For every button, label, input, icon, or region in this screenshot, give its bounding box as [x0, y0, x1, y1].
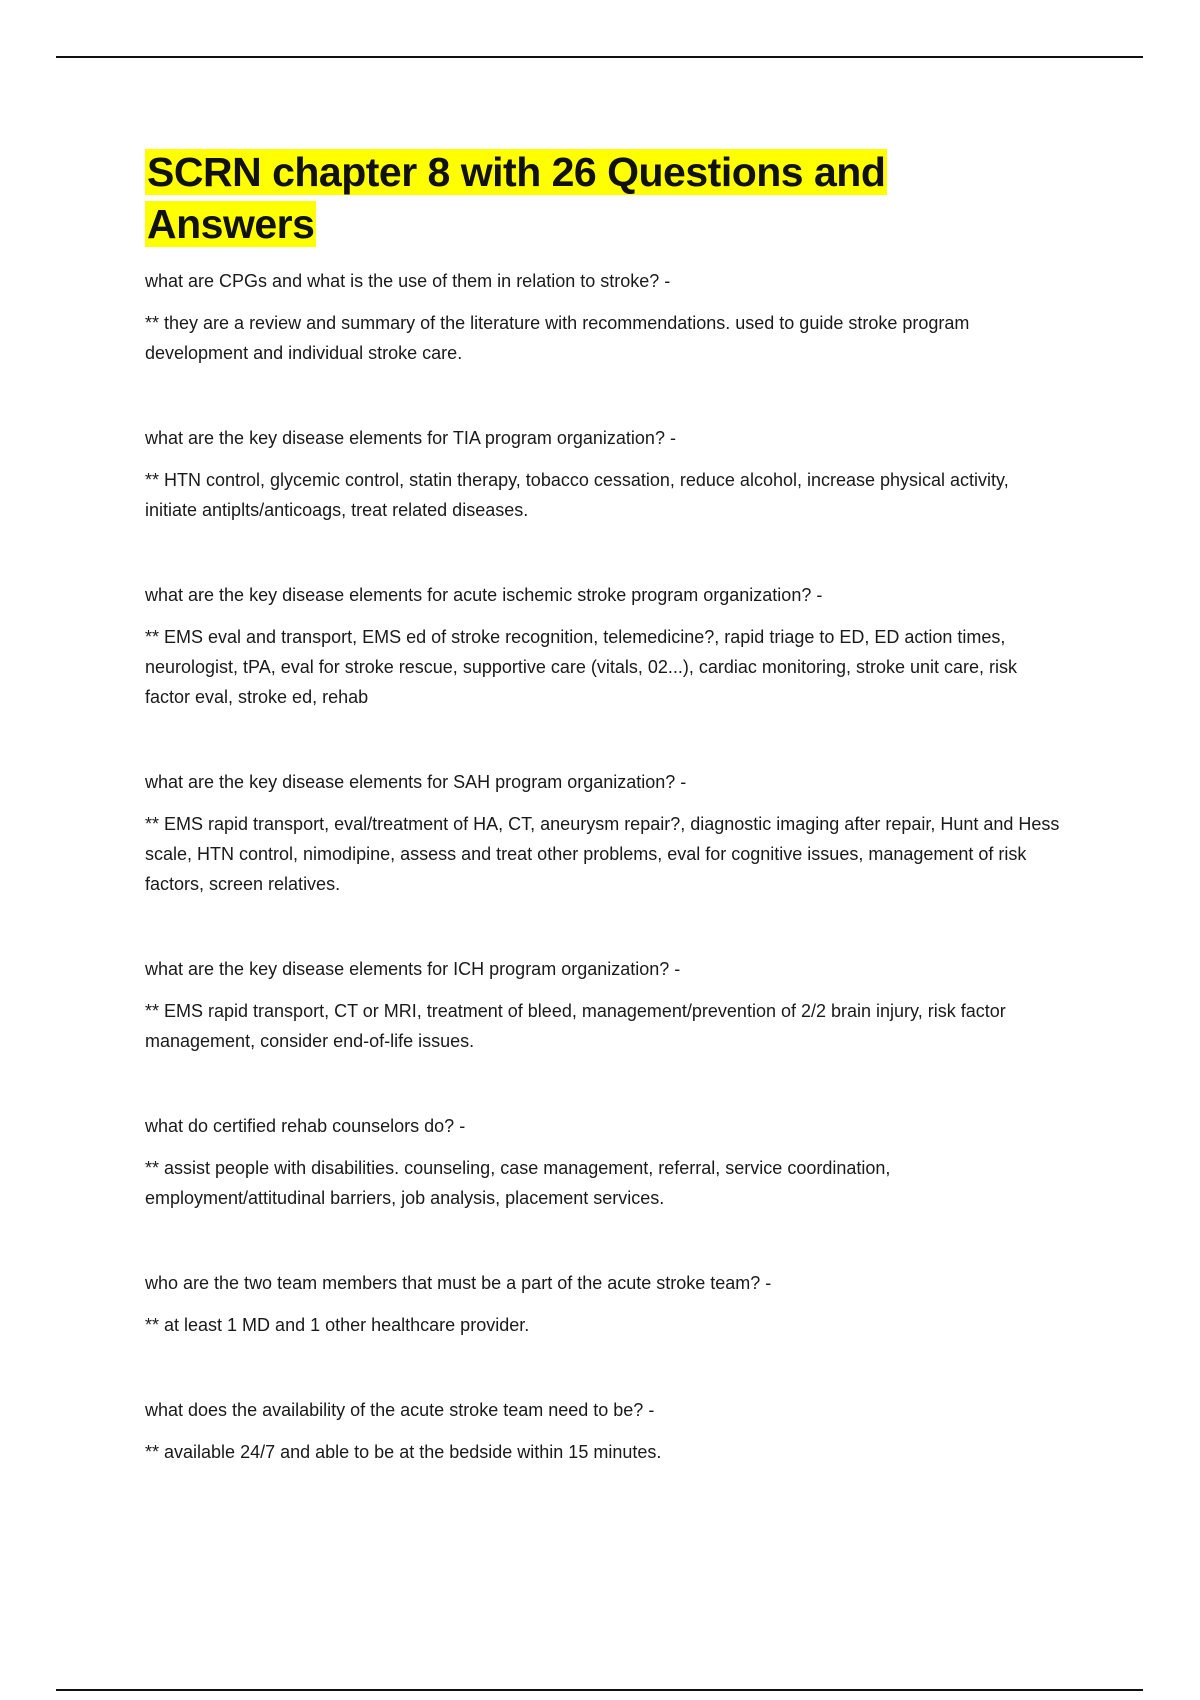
- qa-item: [145, 266, 1060, 368]
- answer-text: ** EMS rapid transport, CT or MRI, treatment of bleed, management/prevention of 2/2 brain injury, risk factor management, consider end-of-life issues.: [145, 1001, 1006, 1051]
- question-text: who are the two team members that must be a part of the acute stroke team? -: [145, 1273, 772, 1293]
- answer-text: ** HTN control, glycemic control, statin therapy, tobacco cessation, reduce alcohol, increase physical activity, initiate antiplts/anticoags, treat related diseases.: [145, 470, 1009, 520]
- answer-text: ** at least 1 MD and 1 other healthcare provider.: [145, 1315, 530, 1335]
- document-title: [145, 146, 1060, 250]
- document-body: [145, 146, 1060, 1522]
- question-text: what are the key disease elements for TIA program organization? -: [145, 428, 676, 448]
- title-highlight: SCRN chapter 8 with 26 Questions and Answers: [147, 149, 886, 247]
- answer-text: ** available 24/7 and able to be at the bedside within 15 minutes.: [145, 1442, 662, 1462]
- qa-item: [145, 1268, 1060, 1340]
- question-text: what are the key disease elements for acute ischemic stroke program organization? -: [145, 585, 823, 605]
- page-top-rule: [56, 56, 1143, 58]
- answer-text: ** EMS rapid transport, eval/treatment of HA, CT, aneurysm repair?, diagnostic imaging after repair, Hunt and Hess scale, HTN control, nimodipine, assess and treat other problems, eval for cognitive issues, management of risk factors, screen relatives.: [145, 814, 1060, 894]
- question-text: what are CPGs and what is the use of them in relation to stroke? -: [145, 271, 671, 291]
- qa-item: [145, 1111, 1060, 1213]
- qa-item: [145, 954, 1060, 1056]
- qa-item: [145, 423, 1060, 525]
- question-text: what are the key disease elements for SAH program organization? -: [145, 772, 687, 792]
- page-bottom-rule: [56, 1689, 1143, 1691]
- question-text: what does the availability of the acute stroke team need to be? -: [145, 1400, 655, 1420]
- question-text: what do certified rehab counselors do? -: [145, 1116, 466, 1136]
- answer-text: ** EMS eval and transport, EMS ed of stroke recognition, telemedicine?, rapid triage to ED, ED action times, neurologist, tPA, eval for stroke rescue, supportive care (vitals, 02...), cardiac monitoring, stroke unit care, risk factor eval, stroke ed, rehab: [145, 627, 1018, 707]
- qa-item: [145, 1395, 1060, 1467]
- answer-text: ** they are a review and summary of the literature with recommendations. used to guide stroke program development and individual stroke care.: [145, 313, 970, 363]
- question-text: what are the key disease elements for ICH program organization? -: [145, 959, 681, 979]
- qa-item: [145, 767, 1060, 899]
- answer-text: ** assist people with disabilities. counseling, case management, referral, service coordination, employment/attitudinal barriers, job analysis, placement services.: [145, 1158, 891, 1208]
- qa-item: [145, 580, 1060, 712]
